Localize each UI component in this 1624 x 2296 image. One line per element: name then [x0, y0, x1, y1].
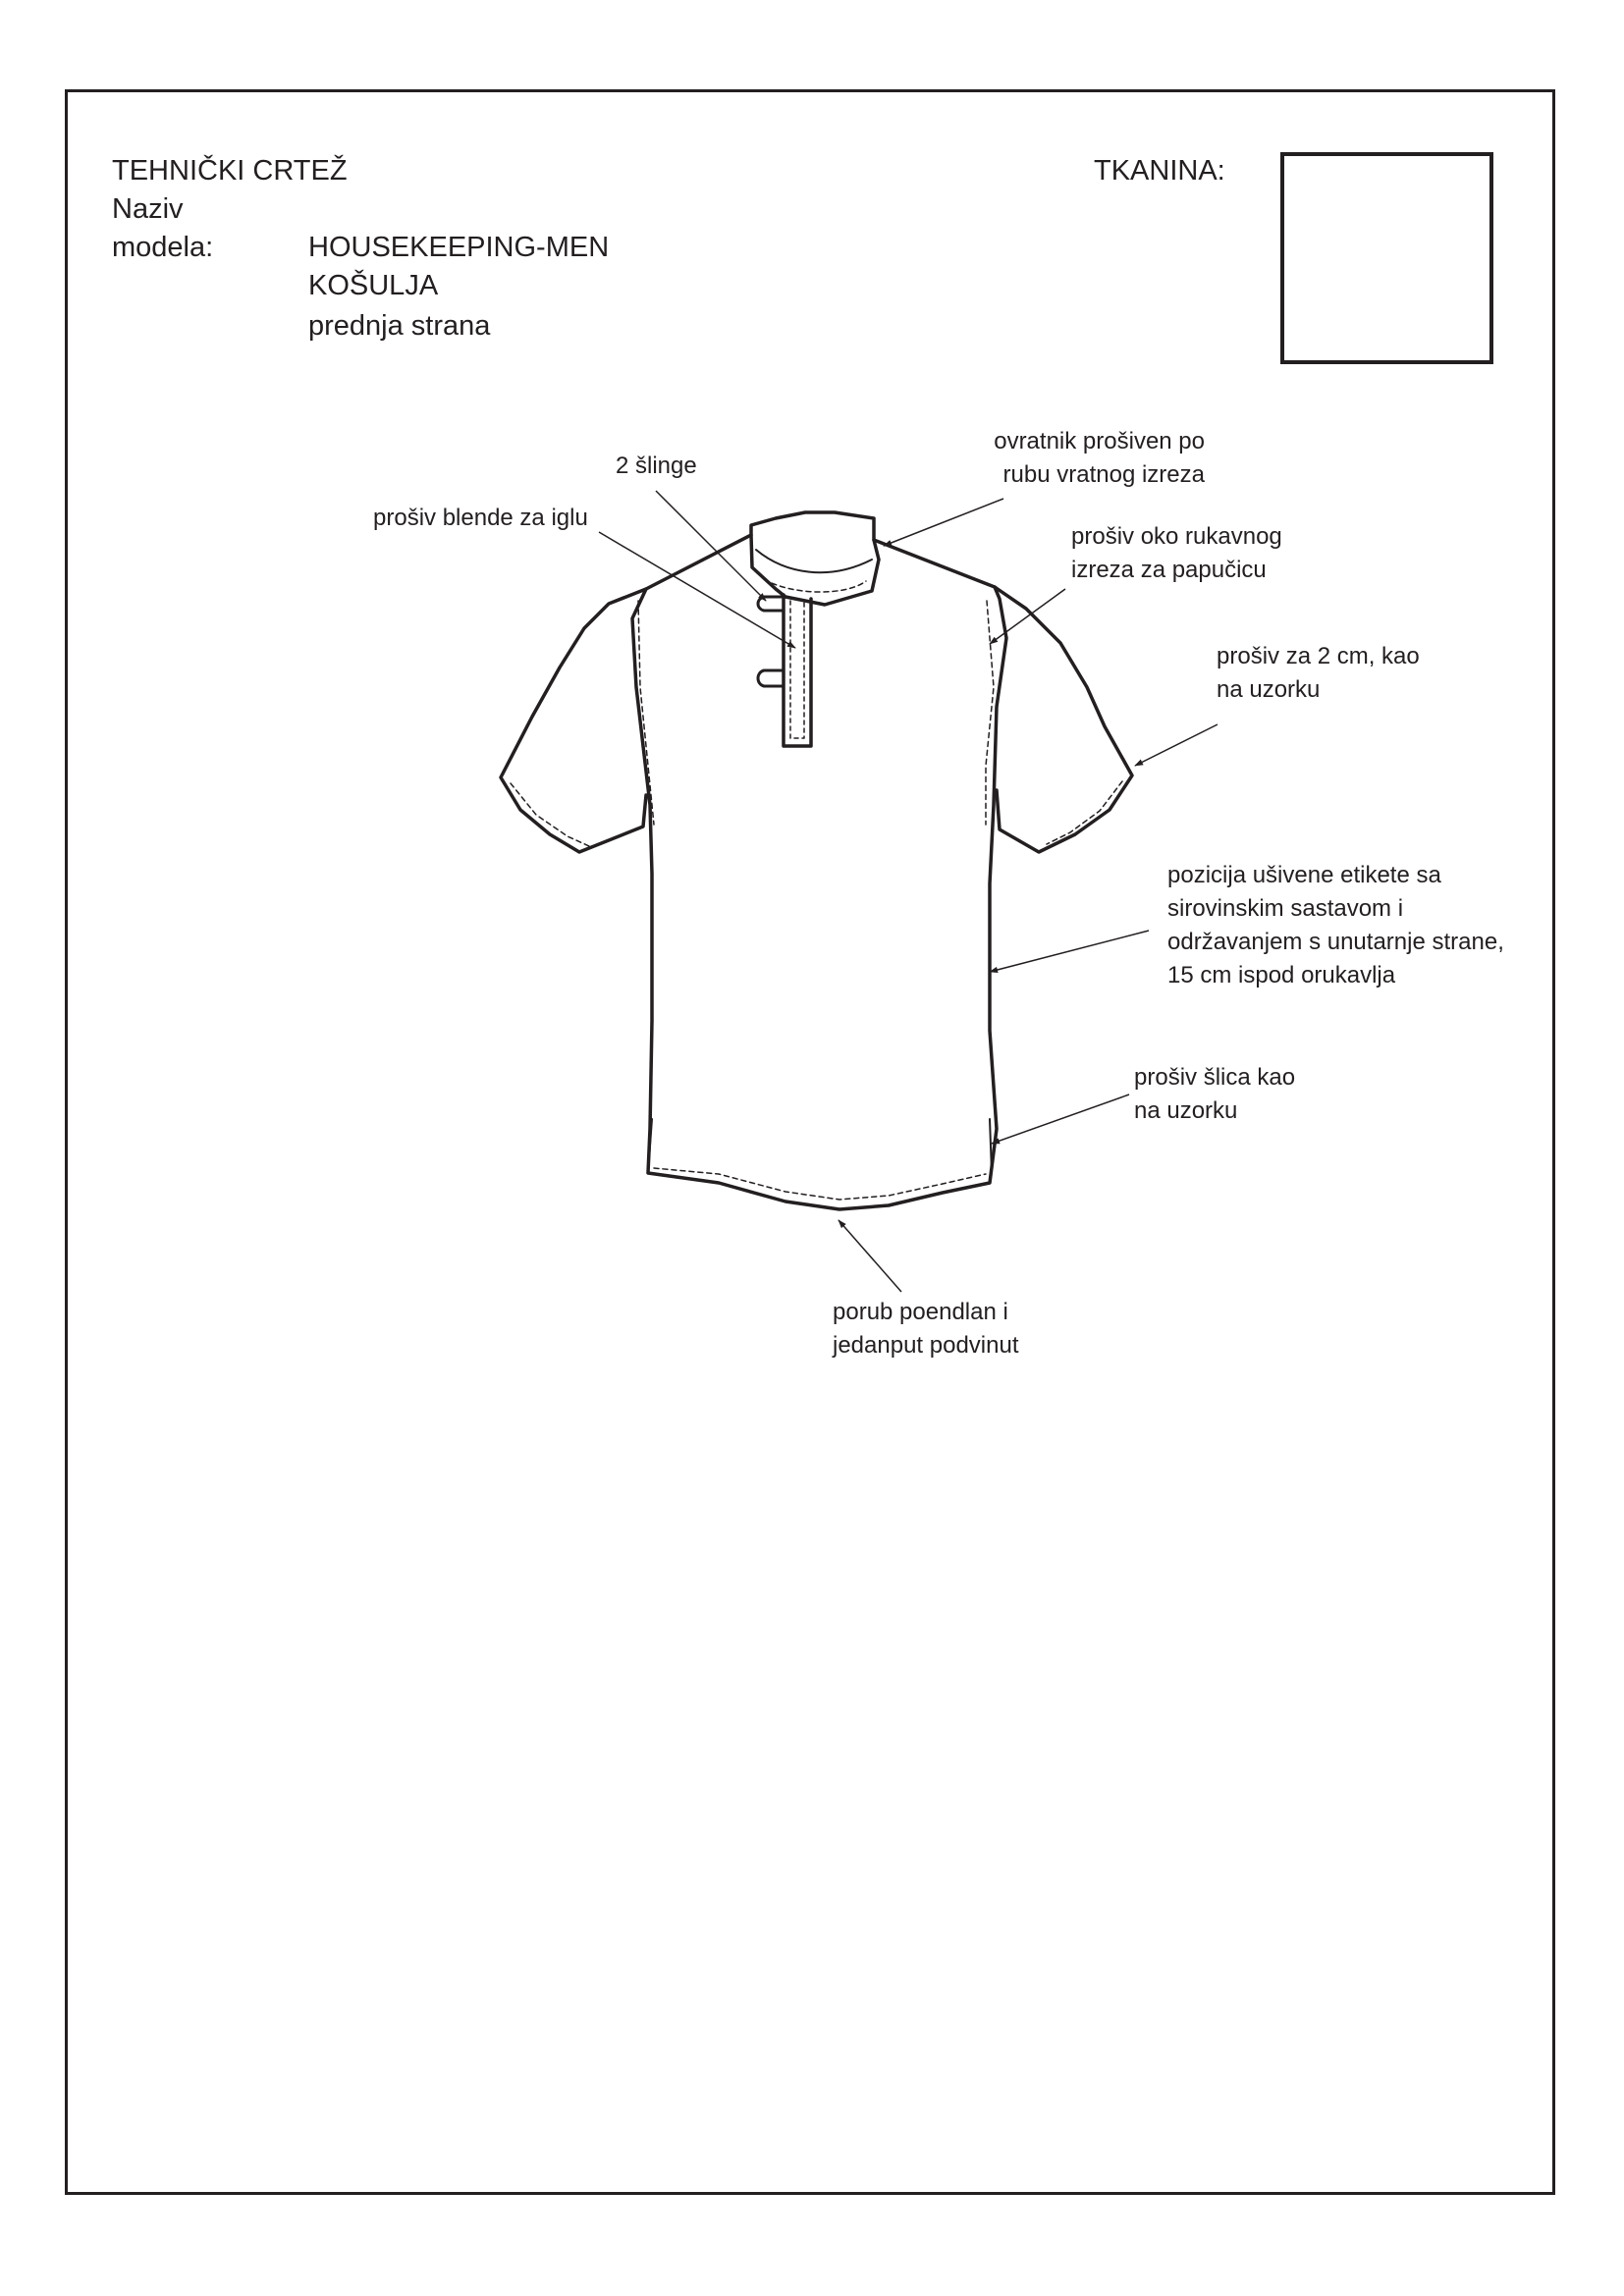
note-label-position-line-3: održavanjem s unutarnje strane, [1167, 929, 1504, 955]
right-sleeve-hem-stitch [1047, 781, 1122, 844]
fabric-label: TKANINA: [1094, 155, 1225, 187]
note-slit-line-2: na uzorku [1134, 1097, 1238, 1124]
placket-outline [784, 595, 811, 746]
shirt-left-sleeve [501, 589, 646, 852]
leader-loops [656, 491, 766, 601]
note-slit [1134, 1061, 1295, 1128]
leader-collar [884, 499, 1003, 546]
leader-placket [599, 532, 795, 648]
model-type: KOŠULJA [308, 270, 439, 301]
note-hem-line-1: porub poendlan i [833, 1299, 1008, 1325]
leader-label-position [990, 931, 1149, 972]
note-loops-line-1: 2 šlinge [616, 453, 697, 479]
loop-lower [758, 670, 784, 686]
note-sleeve-hem-line-2: na uzorku [1217, 676, 1321, 703]
note-hem-line-2: jedanput podvinut [833, 1332, 1019, 1359]
note-placket [373, 502, 588, 535]
note-placket-line-1: prošiv blende za iglu [373, 505, 588, 531]
note-collar-line-1: ovratnik prošiven po [994, 428, 1205, 454]
note-label-position-line-4: 15 cm ispod orukavlja [1167, 962, 1396, 988]
doc-title: TEHNIČKI CRTEŽ [112, 155, 348, 187]
shirt-body-outline [632, 535, 1006, 1209]
modela-label: modela: [112, 232, 214, 263]
right-side-slit [990, 1119, 992, 1173]
leader-hem [839, 1220, 901, 1292]
model-name: HOUSEKEEPING-MEN [308, 232, 610, 263]
left-sleeve-hem-stitch [511, 783, 589, 846]
placket-stitch [790, 601, 804, 738]
note-label-position-line-1: pozicija ušivene etikete sa [1167, 862, 1441, 888]
note-hem [833, 1296, 1019, 1362]
shirt-right-sleeve [995, 587, 1132, 852]
note-loops [616, 450, 697, 483]
leader-sleeve-hem [1135, 724, 1218, 766]
note-armhole-line-1: prošiv oko rukavnog [1071, 523, 1282, 550]
view-label: prednja strana [308, 310, 491, 342]
note-sleeve-hem-line-1: prošiv za 2 cm, kao [1217, 643, 1420, 669]
note-label-position [1167, 859, 1504, 992]
note-sleeve-hem [1217, 640, 1420, 707]
leader-slit [992, 1095, 1129, 1144]
note-armhole [1071, 520, 1282, 587]
note-collar [974, 425, 1205, 492]
naziv-label: Naziv [112, 193, 184, 225]
note-armhole-line-2: izreza za papučicu [1071, 557, 1267, 583]
note-label-position-line-2: sirovinskim sastavom i [1167, 895, 1404, 922]
collar-inner-line [756, 550, 872, 572]
note-slit-line-1: prošiv šlica kao [1134, 1064, 1296, 1091]
loop-upper [758, 597, 784, 611]
note-collar-line-2: rubu vratnog izreza [1002, 461, 1205, 488]
